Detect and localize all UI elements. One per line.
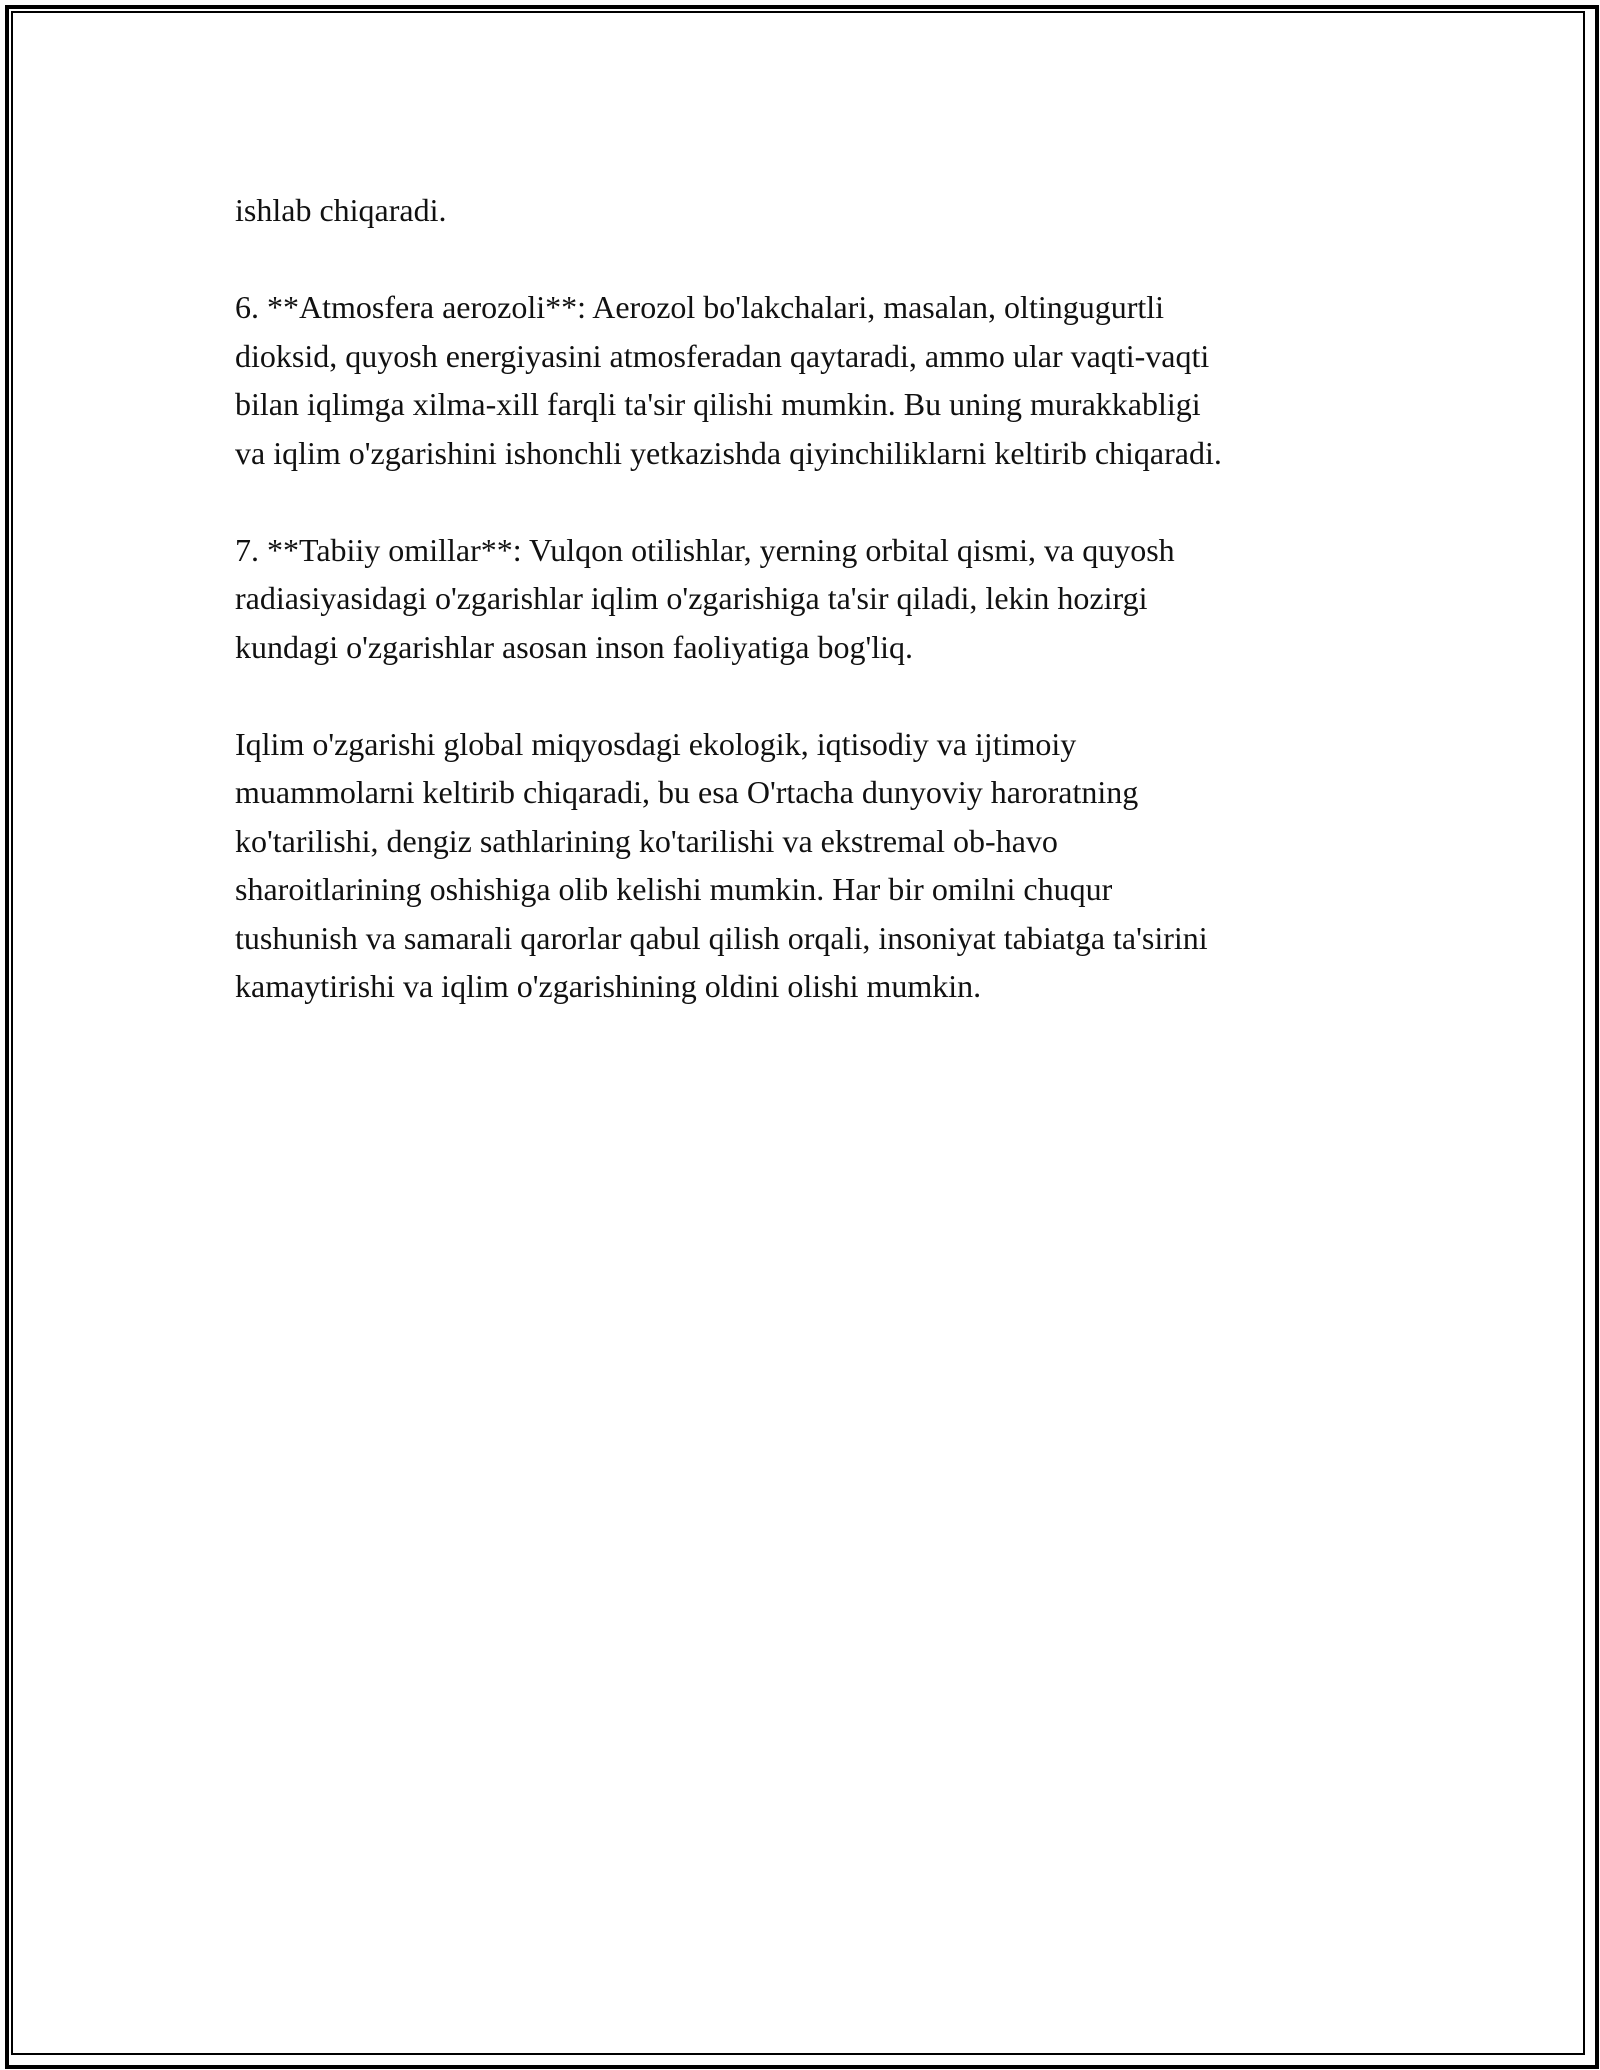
- paragraph-conclusion: [235, 720, 1375, 1011]
- text-line: dioksid, quyosh energiyasini atmosferadan qaytaradi, ammo ular vaqti-vaqti: [235, 337, 1210, 374]
- text-line: 7. **Tabiiy omillar**: Vulqon otilishlar, yerning orbital qismi, va quyosh: [235, 531, 1175, 568]
- text-line: va iqlim o'zgarishini ishonchli yetkazishda qiyinchiliklarni keltirib chiqaradi.: [235, 434, 1222, 471]
- text-line: ko'tarilishi, dengiz sathlarining ko'tarilishi va ekstremal ob-havo: [235, 822, 1058, 859]
- paragraph-continuation: [235, 186, 1375, 235]
- text-line: kundagi o'zgarishlar asosan inson faoliyatiga bog'liq.: [235, 628, 914, 665]
- text-line: radiasiyasidagi o'zgarishlar iqlim o'zgarishiga ta'sir qiladi, lekin hozirgi: [235, 580, 1148, 616]
- text-line: Iqlim o'zgarishi global miqyosdagi ekologik, iqtisodiy va ijtimoiy: [235, 725, 1077, 762]
- text-line: bilan iqlimga xilma-xill farqli ta'sir qilishi mumkin. Bu uning murakkabligi: [235, 386, 1201, 422]
- document-body: [235, 186, 1375, 1059]
- text-line: kamaytirishi va iqlim o'zgarishining oldini olishi mumkin.: [235, 968, 982, 1004]
- text-line: tushunish va samarali qarorlar qabul qilish orqali, insoniyat tabiatga ta'sirini: [235, 919, 1208, 956]
- paragraph-atmospheric-aerosol: [235, 283, 1375, 477]
- text-line: 6. **Atmosfera aerozoli**: Aerozol bo'lakchalari, masalan, oltingugurtli: [235, 289, 1165, 325]
- text-line: muammolarni keltirib chiqaradi, bu esa O'rtacha dunyoviy haroratning: [235, 774, 1139, 810]
- paragraph-natural-factors: [235, 526, 1375, 672]
- text-line: ishlab chiqaradi.: [235, 192, 447, 228]
- text-line: sharoitlarining oshishiga olib kelishi mumkin. Har bir omilni chuqur: [235, 871, 1113, 907]
